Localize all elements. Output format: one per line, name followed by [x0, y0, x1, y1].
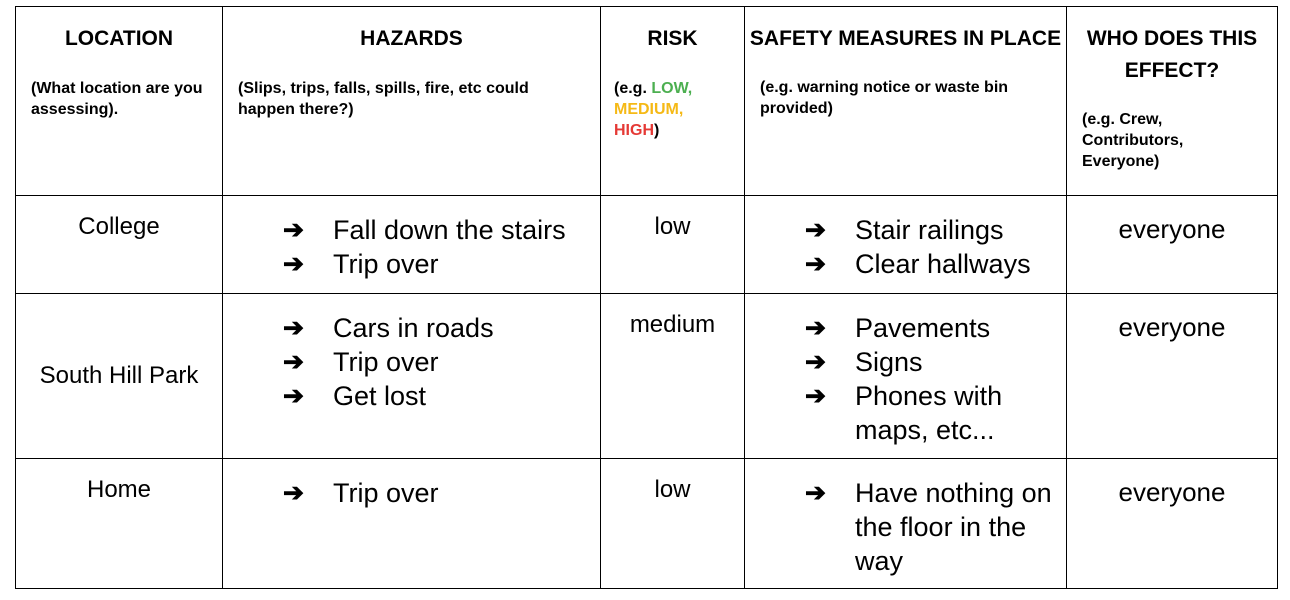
measures-cell	[745, 196, 1067, 294]
measures-list	[745, 476, 1066, 578]
measures-list	[745, 311, 1066, 447]
who-cell	[1067, 459, 1278, 589]
risk-cell	[601, 459, 745, 589]
location-cell	[16, 459, 223, 589]
arrow-icon: ➔	[283, 479, 304, 507]
risk-example-suffix: )	[654, 122, 660, 139]
header-risk	[601, 7, 745, 196]
location-value: Home	[86, 476, 152, 503]
hazards-cell	[223, 294, 601, 459]
list-item	[805, 213, 1066, 247]
list-item	[283, 476, 600, 510]
hazard-text: Get lost	[333, 381, 427, 411]
hazard-text: Trip over	[333, 347, 439, 377]
location-cell	[16, 294, 223, 459]
hazards-list	[223, 476, 600, 510]
risk-example-low: LOW,	[651, 80, 693, 97]
arrow-icon: ➔	[805, 314, 826, 342]
list-item	[805, 476, 1066, 578]
measure-text: Phones with maps, etc...	[855, 381, 1003, 445]
risk-cell	[601, 196, 745, 294]
header-subtitle: (e.g. warning notice or waste bin provided)	[760, 79, 1009, 117]
header-subtitle: (What location are you assessing).	[31, 80, 203, 118]
header-safety-measures	[745, 7, 1067, 196]
list-item	[805, 247, 1066, 281]
header-title: SAFETY MEASURES IN PLACE	[749, 27, 1062, 50]
hazards-list	[223, 311, 600, 413]
list-item	[805, 379, 1066, 447]
header-hazards	[223, 7, 601, 196]
risk-value: medium	[629, 311, 716, 338]
table-row	[16, 294, 1278, 459]
header-subtitle	[601, 78, 744, 141]
hazard-text: Trip over	[333, 249, 439, 279]
who-cell	[1067, 294, 1278, 459]
list-item	[283, 247, 600, 281]
measure-text: Have nothing on the floor in the way	[855, 478, 1052, 576]
measures-list	[745, 213, 1066, 281]
who-value: everyone	[1118, 214, 1226, 244]
risk-example-medium: MEDIUM,	[614, 101, 684, 118]
hazards-list	[223, 213, 600, 281]
hazards-cell	[223, 459, 601, 589]
risk-example-prefix: (e.g.	[614, 80, 652, 97]
list-item	[805, 345, 1066, 379]
arrow-icon: ➔	[805, 250, 826, 278]
location-cell	[16, 196, 223, 294]
hazards-cell	[223, 196, 601, 294]
header-row	[16, 7, 1278, 196]
location-value: South Hill Park	[39, 362, 199, 389]
measures-cell	[745, 294, 1067, 459]
arrow-icon: ➔	[283, 216, 304, 244]
list-item	[283, 213, 600, 247]
header-title: LOCATION	[64, 27, 174, 50]
risk-assessment-table	[15, 6, 1278, 589]
arrow-icon: ➔	[805, 479, 826, 507]
who-cell	[1067, 196, 1278, 294]
arrow-icon: ➔	[283, 382, 304, 410]
header-who	[1067, 7, 1278, 196]
header-title: WHO DOES THIS EFFECT?	[1086, 27, 1258, 82]
arrow-icon: ➔	[283, 250, 304, 278]
header-subtitle: (Slips, trips, falls, spills, fire, etc could happen there?)	[238, 80, 529, 118]
risk-cell	[601, 294, 745, 459]
list-item	[283, 311, 600, 345]
header-title: HAZARDS	[360, 27, 463, 50]
hazard-text: Trip over	[333, 478, 439, 508]
arrow-icon: ➔	[805, 382, 826, 410]
who-value: everyone	[1118, 312, 1226, 342]
table-row	[16, 459, 1278, 589]
measure-text: Pavements	[855, 313, 991, 343]
measure-text: Clear hallways	[855, 249, 1031, 279]
location-value: College	[78, 213, 160, 240]
risk-value: low	[654, 213, 691, 240]
arrow-icon: ➔	[283, 348, 304, 376]
measure-text: Signs	[855, 347, 923, 377]
list-item	[283, 345, 600, 379]
arrow-icon: ➔	[805, 348, 826, 376]
header-title: RISK	[647, 27, 698, 50]
arrow-icon: ➔	[805, 216, 826, 244]
risk-value: low	[654, 476, 691, 503]
hazard-text: Cars in roads	[333, 313, 494, 343]
list-item	[805, 311, 1066, 345]
table-row	[16, 196, 1278, 294]
header-location	[16, 7, 223, 196]
list-item	[283, 379, 600, 413]
header-subtitle: (e.g. Crew, Contributors, Everyone)	[1082, 111, 1184, 170]
hazard-text: Fall down the stairs	[333, 215, 566, 245]
risk-example-high: HIGH	[614, 122, 654, 139]
arrow-icon: ➔	[283, 314, 304, 342]
who-value: everyone	[1118, 477, 1226, 507]
measures-cell	[745, 459, 1067, 589]
measure-text: Stair railings	[855, 215, 1004, 245]
